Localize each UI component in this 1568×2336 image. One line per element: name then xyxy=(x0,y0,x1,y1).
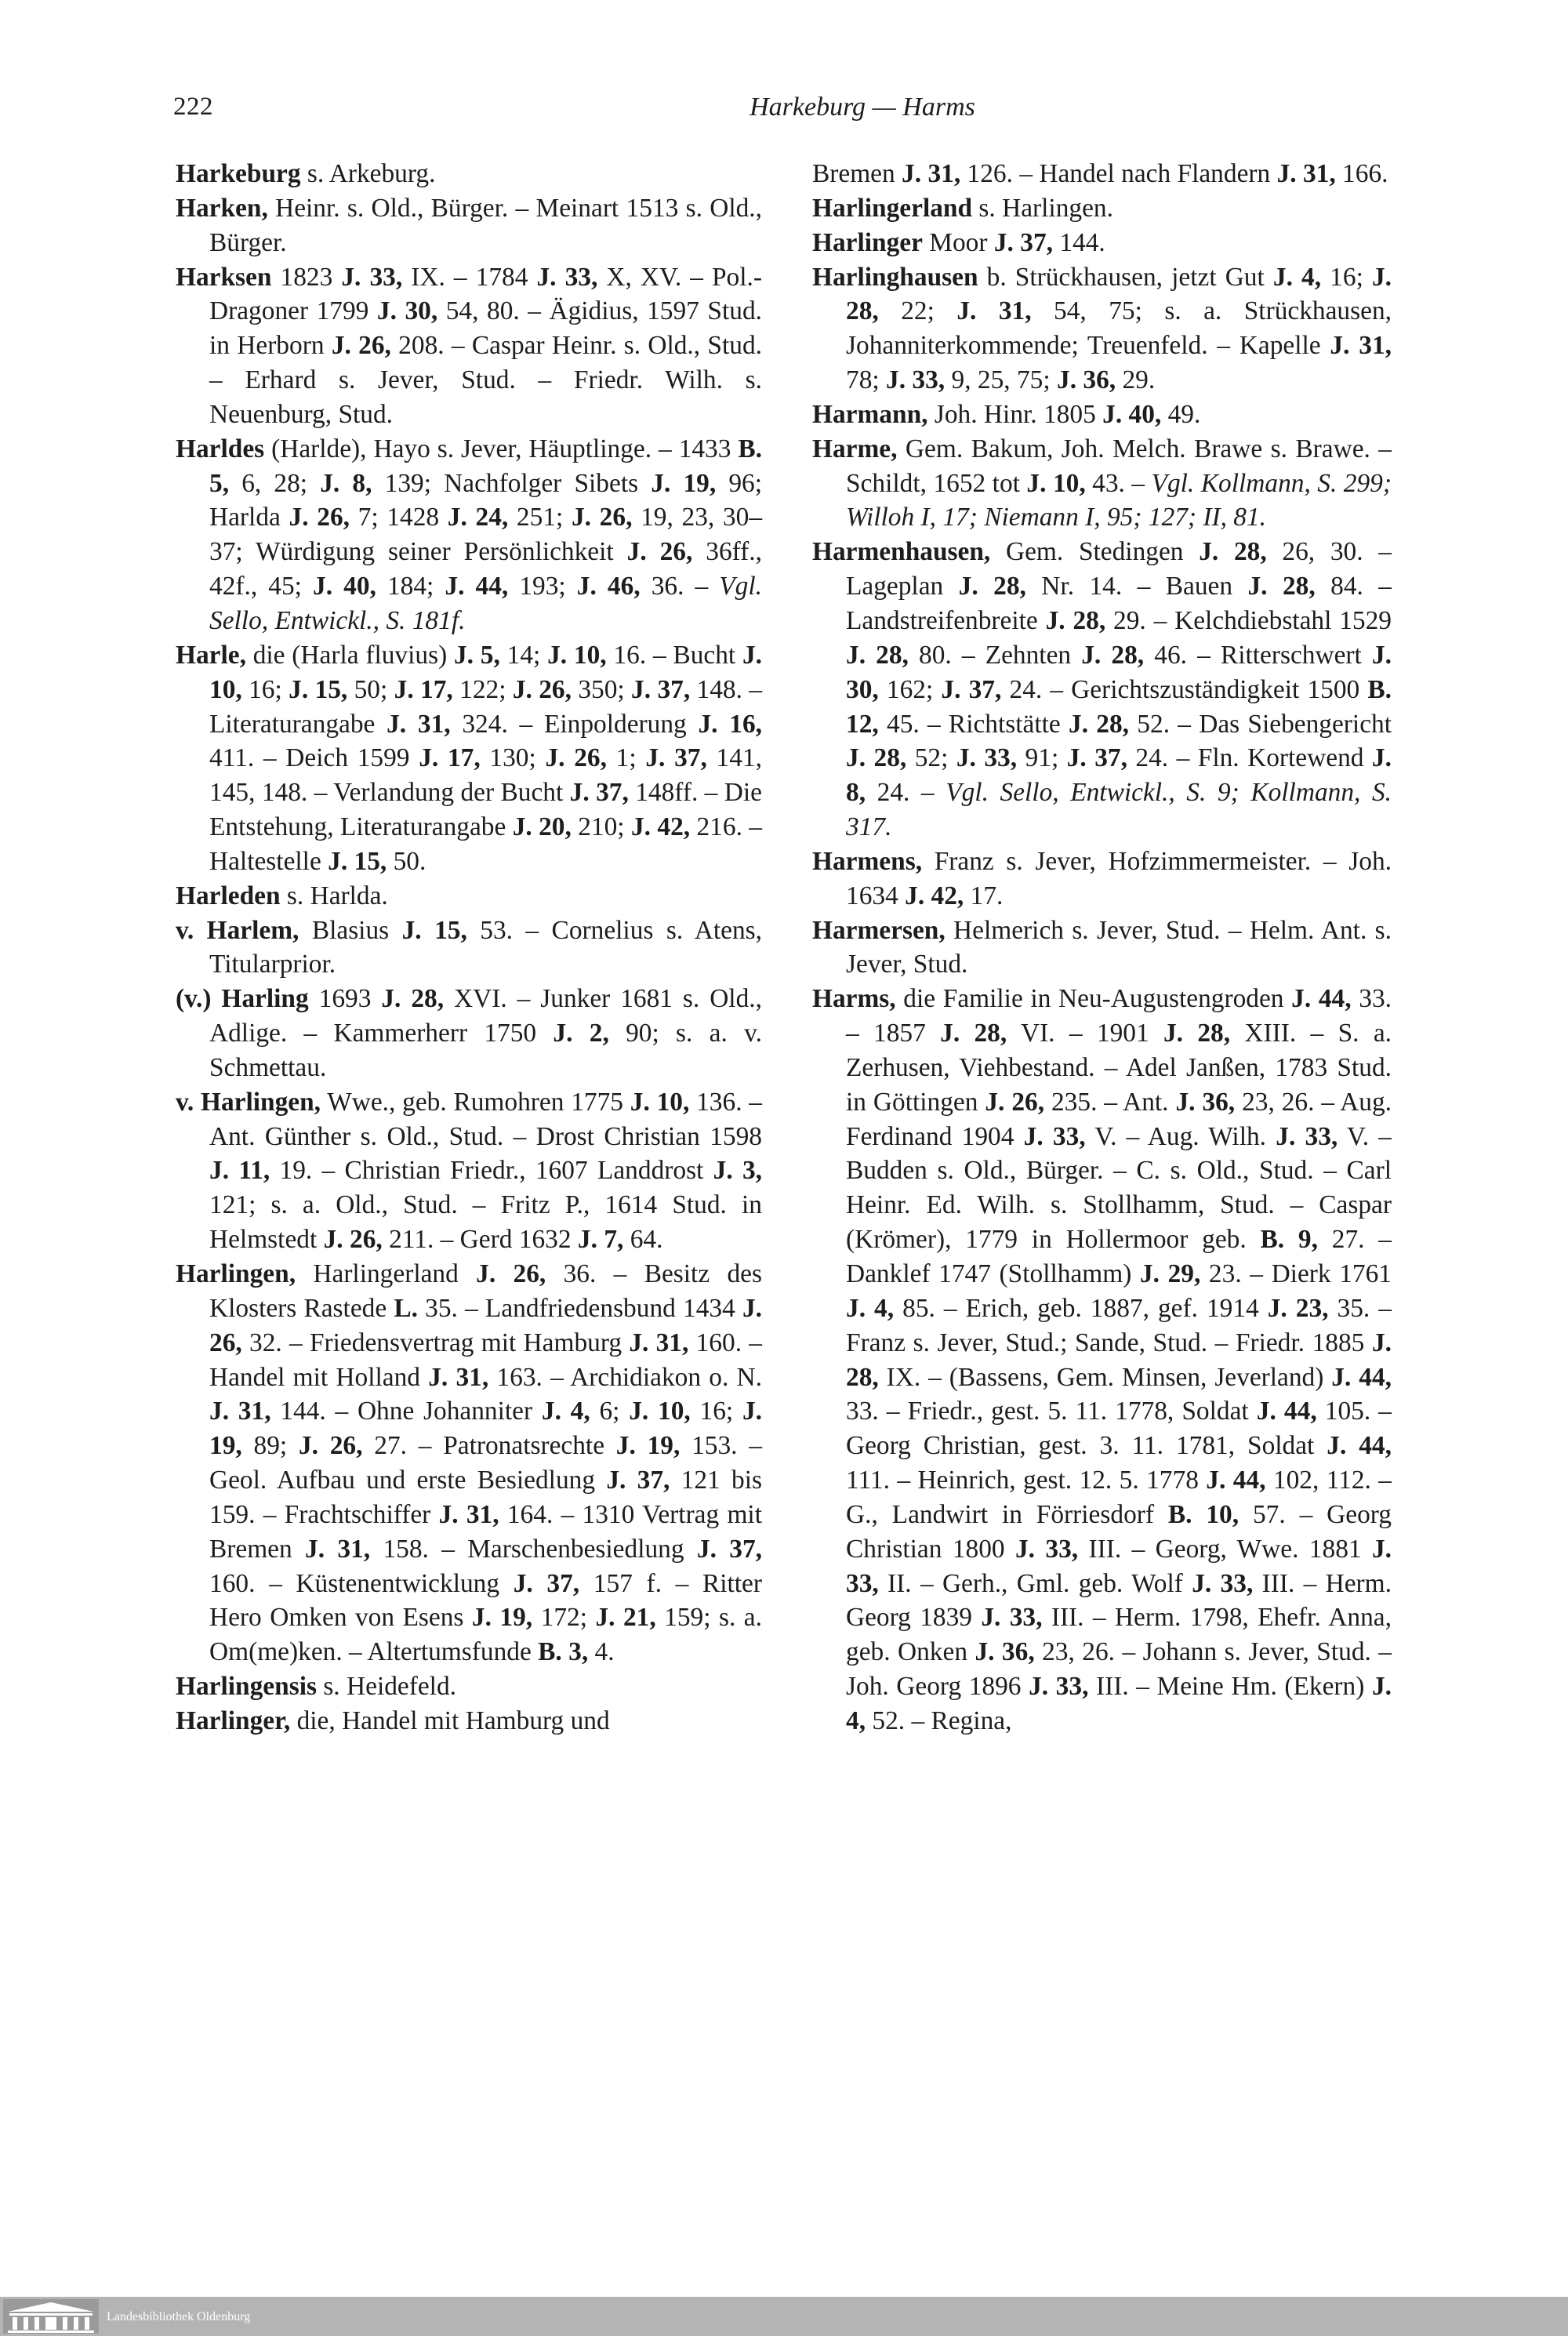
index-entry: Harms, die Familie in Neu-Augustengroden J. 44, 33. – 1857 J. 28, VI. – 1901 J. 28, XIII. – S. a. Zerhusen, Viehbestand. – Adel Janßen, 1783 Stud. in Göttingen J. 26, 235. – Ant. J. 36, 23, 26. – Aug. Ferdinand 1904 J. 33, V. – Aug. Wilh. J. 33, V. – Budden s. Old., Bürger. – C. s. Old., Stud. – Carl Heinr. Ed. Wilh. s. Stollhamm, Stud. – Caspar (Krömer), 1779 in Hollermoor geb. B. 9, 27. – Danklef 1747 (Stollhamm) J. 29, 23. – Dierk 1761 J. 4, 85. – Erich, geb. 1887, gef. 1914 J. 23, 35. – Franz s. Jever, Stud.; Sande, Stud. – Friedr. 1885 J. 28, IX. – (Bassens, Gem. Minsen, Jeverland) J. 44, 33. – Friedr., gest. 5. 11. 1778, Soldat J. 44, 105. – Georg Christian, gest. 3. 11. 1781, Soldat J. 44, 111. – Heinrich, gest. 12. 5. 1778 J. 44, 102, 112. – G., Landwirt in Förriesdorf B. 10, 57. – Georg Christian 1800 J. 33, III. – Georg, Wwe. 1881 J. 33, II. – Gerh., Gml. geb. Wolf J. 33, III. – Herm. Georg 1839 J. 33, III. – Herm. 1798, Ehefr. Anna, geb. Onken J. 36, 23, 26. – Johann s. Jever, Stud. – Joh. Georg 1896 J. 33, III. – Meine Hm. (Ekern) J. 4, 52. – Regina, xyxy=(812,984,1392,1735)
index-entry-continued: Bremen J. 31, 126. – Handel nach Flandern J. 31, 166. xyxy=(812,159,1388,188)
index-entry: Harleden s. Harlda. xyxy=(176,881,388,910)
index-entry: Harmann, Joh. Hinr. 1805 J. 40, 49. xyxy=(812,399,1201,429)
index-entry: (v.) Harling 1693 J. 28, XVI. – Junker 1681 s. Old., Adlige. – Kammerherr 1750 J. 2, 90; s. a. v. Schmettau. xyxy=(176,984,762,1082)
index-entry: Harlingen, Harlingerland J. 26, 36. – Besitz des Klosters Rastede L. 35. – Landfriedensbund 1434 J. 26, 32. – Friedensvertrag mit Hamburg J. 31, 160. – Handel mit Holland J. 31, 163. – Archidiakon o. N. J. 31, 144. – Ohne Johanniter J. 4, 6; J. 10, 16; J. 19, 89; J. 26, 27. – Patronatsrechte J. 19, 153. – Geol. Aufbau und erste Besiedlung J. 37, 121 bis 159. – Frachtschiffer J. 31, 164. – 1310 Vertrag mit Bremen J. 31, 158. – Marschenbesiedlung J. 37, 160. – Küstenentwicklung J. 37, 157 f. – Ritter Hero Omken von Esens J. 19, 172; J. 21, 159; s. a. Om(me)ken. – Altertumsfunde B. 3, 4. xyxy=(176,1259,763,1667)
index-entry: v. Harlem, Blasius J. 15, 53. – Cornelius s. Atens, Titularprior. xyxy=(176,915,763,979)
index-entry: Harmenhausen, Gem. Stedingen J. 28, 26, 30. – Lageplan J. 28, Nr. 14. – Bauen J. 28, 84. – Landstreifenbreite J. 28, 29. – Kelchdiebstahl 1529 J. 28, 80. – Zehnten J. 28, 46. – Ritterschwert J. 30, 162; J. 37, 24. – Gerichtszuständigkeit 1500 B. 12, 45. – Richtstätte J. 28, 52. – Das Siebengericht J. 28, 52; J. 33, 91; J. 37, 24. – Fln. Kortewend J. 8, 24. – Vgl. Sello, Entwickl., S. 9; Kollmann, S. 317. xyxy=(812,537,1392,842)
index-entry: Harken, Heinr. s. Old., Bürger. – Meinart 1513 s. Old., Bürger. xyxy=(176,193,762,257)
index-entry: Harlingerland s. Harlingen. xyxy=(812,193,1113,223)
running-title: Harkeburg — Harms xyxy=(750,93,975,122)
right-column xyxy=(812,157,1392,1738)
index-entry: Harldes (Harlde), Hayo s. Jever, Häuptlinge. – 1433 B. 5, 6, 28; J. 8, 139; Nachfolger Sibets J. 19, 96; Harlda J. 26, 7; 1428 J. 24, 251; J. 26, 19, 23, 30–37; Würdigung seiner Persönlichkeit J. 26, 36ff., 42f., 45; J. 40, 184; J. 44, 193; J. 46, 36. – Vgl. Sello, Entwickl., S. 181f. xyxy=(176,434,763,635)
index-entry: Harmens, Franz s. Jever, Hofzimmermeister. – Joh. 1634 J. 42, 17. xyxy=(812,846,1392,910)
index-entry: Harlinger Moor J. 37, 144. xyxy=(812,227,1105,257)
library-building-icon xyxy=(3,2299,99,2334)
index-entry: Harlinghausen b. Strückhausen, jetzt Gut J. 4, 16; J. 28, 22; J. 31, 54, 75; s. a. Strückhausen, Johanniterkommende; Treuenfeld. – Kapelle J. 31, 78; J. 33, 9, 25, 75; J. 36, 29. xyxy=(812,262,1392,395)
index-entry: Harle, die (Harla fluvius) J. 5, 14; J. 10, 16. – Bucht J. 10, 16; J. 15, 50; J. 17, 122; J. 26, 350; J. 37, 148. – Literaturangabe J. 31, 324. – Einpolderung J. 16, 411. – Deich 1599 J. 17, 130; J. 26, 1; J. 37, 141, 145, 148. – Verlandung der Bucht J. 37, 148ff. – Die Entstehung, Literaturangabe J. 20, 210; J. 42, 216. – Haltestelle J. 15, 50. xyxy=(176,640,763,876)
index-entry: Harlinger, die, Handel mit Hamburg und xyxy=(176,1706,610,1735)
left-column xyxy=(176,157,762,1738)
index-entry: Harmersen, Helmerich s. Jever, Stud. – Helm. Ant. s. Jever, Stud. xyxy=(812,915,1392,979)
library-name: Landesbibliothek Oldenburg xyxy=(107,2310,251,2323)
page-number: 222 xyxy=(173,93,213,121)
index-entry: Harlingensis s. Heidefeld. xyxy=(176,1672,456,1702)
footer-bar xyxy=(0,2297,1568,2336)
index-entry: Harksen 1823 J. 33, IX. – 1784 J. 33, X, XV. – Pol.-Dragoner 1799 J. 30, 54, 80. – Ägidius, 1597 Stud. in Herborn J. 26, 208. – Caspar Heinr. s. Old., Stud. – Erhard s. Jever, Stud. – Friedr. Wilh. s. Neuenburg, Stud. xyxy=(176,262,762,429)
index-entry: v. Harlingen, Wwe., geb. Rumohren 1775 J. 10, 136. – Ant. Günther s. Old., Stud. – Drost Christian 1598 J. 11, 19. – Christian Friedr., 1607 Landdrost J. 3, 121; s. a. Old., Stud. – Fritz P., 1614 Stud. in Helmstedt J. 26, 211. – Gerd 1632 J. 7, 64. xyxy=(176,1087,763,1255)
index-entry: Harkeburg s. Arkeburg. xyxy=(176,159,436,188)
index-entry: Harme, Gem. Bakum, Joh. Melch. Brawe s. Brawe. – Schildt, 1652 tot J. 10, 43. – Vgl. Kollmann, S. 299; Willoh I, 17; Niemann I, 95; 127; II, 81. xyxy=(812,434,1392,532)
